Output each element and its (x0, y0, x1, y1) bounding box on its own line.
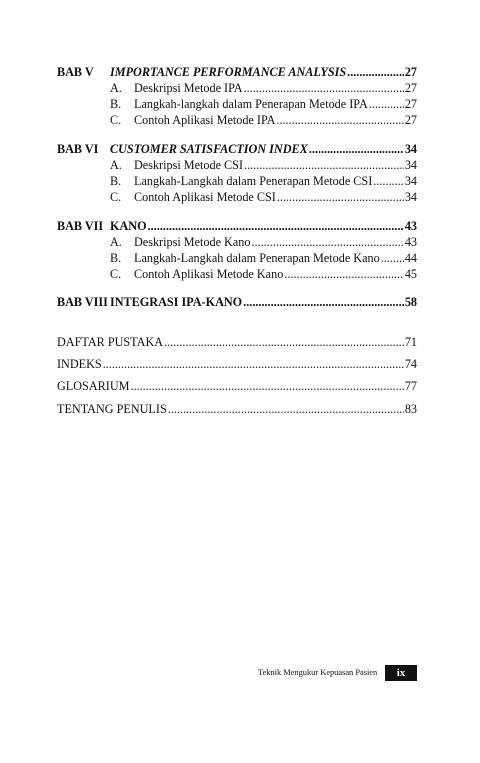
page-number: 74 (404, 357, 417, 371)
page-number: 27 (404, 65, 417, 79)
toc-item[interactable] (110, 112, 417, 128)
toc-item[interactable] (110, 157, 417, 173)
item-label: Langkah-Langkah dalam Penerapan Metode Kano (134, 251, 380, 265)
chapter-title: INTEGRASI IPA-KANO (110, 295, 243, 309)
page-number: 83 (404, 402, 417, 416)
back-label: INDEKS (57, 357, 102, 371)
page-number: 34 (404, 174, 417, 188)
book-title: Teknik Mengukur Kepuasan Pasien (258, 668, 378, 677)
item-letter: C. (110, 113, 122, 127)
chapter-title: IMPORTANCE PERFORMANCE ANALYSIS (110, 65, 347, 79)
page-number: 27 (404, 113, 417, 127)
leader-dots (251, 234, 403, 250)
item-letter: A. (110, 235, 122, 249)
item-letter: C. (110, 190, 122, 204)
item-letter: B. (110, 97, 122, 111)
chapter-title: CUSTOMER SATISFACTION INDEX (110, 142, 308, 156)
chapter-title: KANO (110, 219, 147, 233)
toc-item[interactable] (110, 80, 417, 96)
item-letter: A. (110, 158, 122, 172)
back-label: GLOSARIUM (57, 379, 130, 393)
toc-chapter-8[interactable] (57, 294, 417, 310)
item-letter: C. (110, 267, 122, 281)
page-number: 71 (404, 335, 417, 349)
chapter-number: BAB V (57, 65, 94, 79)
toc-item[interactable] (110, 173, 417, 189)
leader-dots (244, 157, 404, 173)
page-number: 34 (404, 142, 417, 156)
toc-chapter-6[interactable] (57, 141, 417, 157)
leader-dots (277, 189, 404, 205)
item-label: Contoh Aplikasi Metode CSI (134, 190, 276, 204)
page-number: 27 (404, 97, 417, 111)
item-label: Contoh Aplikasi Metode IPA (134, 113, 276, 127)
leader-dots (168, 401, 404, 417)
page-number: 77 (404, 379, 417, 393)
toc-chapter-7[interactable] (57, 218, 417, 234)
page-number: 43 (404, 235, 417, 249)
page-number: 44 (404, 251, 417, 265)
leader-dots (373, 173, 404, 189)
toc-item[interactable] (110, 234, 417, 250)
leader-dots (276, 112, 403, 128)
leader-dots (369, 96, 404, 112)
page-footer (258, 665, 417, 681)
toc-item[interactable] (110, 189, 417, 205)
back-label: TENTANG PENULIS (57, 402, 167, 416)
page-number: 34 (404, 158, 417, 172)
toc-item[interactable] (110, 96, 417, 112)
leader-dots (244, 80, 404, 96)
toc-item[interactable] (110, 250, 417, 266)
leader-dots (309, 141, 404, 157)
page-number: 58 (404, 295, 417, 309)
back-label: DAFTAR PUSTAKA (57, 335, 164, 349)
toc-back-tentang-penulis[interactable] (57, 401, 417, 417)
item-label: Langkah-langkah dalam Penerapan Metode IPA (134, 97, 368, 111)
toc-back-daftar-pustaka[interactable] (57, 334, 417, 350)
item-label: Langkah-Langkah dalam Penerapan Metode CSI (134, 174, 373, 188)
leader-dots (148, 218, 404, 234)
item-label: Contoh Aplikasi Metode Kano (134, 267, 284, 281)
item-label: Deskripsi Metode Kano (134, 235, 251, 249)
leader-dots (130, 378, 403, 394)
item-letter: B. (110, 251, 122, 265)
item-letter: A. (110, 81, 122, 95)
chapter-number: BAB VIII (57, 295, 108, 309)
chapter-number: BAB VII (57, 219, 104, 233)
item-label: Deskripsi Metode IPA (134, 81, 243, 95)
item-label: Deskripsi Metode CSI (134, 158, 244, 172)
item-letter: B. (110, 174, 122, 188)
page-number-box: ix (385, 665, 417, 681)
toc-back-indeks[interactable] (57, 356, 417, 372)
page-number: 43 (404, 219, 417, 233)
leader-dots (381, 250, 404, 266)
toc-chapter-5[interactable] (57, 64, 417, 80)
leader-dots (103, 356, 404, 372)
chapter-number: BAB VI (57, 142, 99, 156)
leader-dots (243, 294, 404, 310)
toc-back-glosarium[interactable] (57, 378, 417, 394)
leader-dots (284, 266, 404, 282)
leader-dots (347, 64, 404, 80)
page-number: 27 (404, 81, 417, 95)
page-number: 45 (404, 267, 417, 281)
page-number: 34 (404, 190, 417, 204)
leader-dots (164, 334, 404, 350)
toc-item[interactable] (110, 266, 417, 282)
